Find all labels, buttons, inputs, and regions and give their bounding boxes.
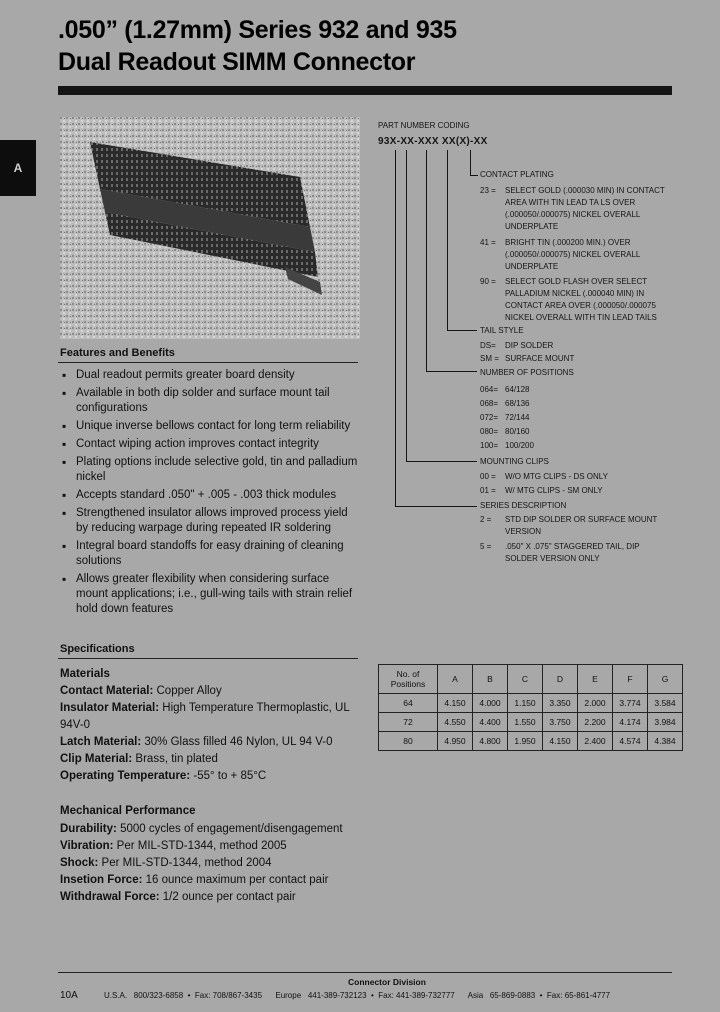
spec-value: -55° to + 85°C: [193, 770, 267, 782]
option-desc: 100/200: [505, 441, 534, 450]
table-cell: 72: [379, 713, 438, 732]
table-cell: 4.174: [613, 713, 648, 732]
option-desc: .050" X .075" STAGGERED TAIL, DIP SOLDER VERSION ONLY: [505, 542, 640, 563]
table-cell: 2.400: [578, 732, 613, 751]
specifications-heading: Specifications: [60, 643, 135, 655]
tail-style-heading: TAIL STYLE: [480, 326, 524, 335]
option-code: 90 =: [480, 277, 496, 286]
leader-line: [406, 461, 477, 462]
option-code: 23 =: [480, 186, 496, 195]
table-cell: 1.550: [508, 713, 543, 732]
table-cell: 3.350: [543, 694, 578, 713]
features-rule: [58, 362, 358, 363]
list-item: ▪ Plating options include selective gold, tin and palladium nickel: [60, 455, 360, 485]
spec-label: Insetion Force:: [60, 874, 143, 886]
option-code: 00 =: [480, 472, 496, 481]
spec-row: [60, 700, 370, 734]
option-code: 100=: [480, 441, 499, 450]
spec-row: [60, 683, 370, 700]
list-item: ▪ Unique inverse bellows contact for long term reliability: [60, 419, 360, 434]
product-photo: [60, 117, 360, 339]
table-row: [379, 694, 683, 713]
table-cell: 64: [379, 694, 438, 713]
spec-value: Copper Alloy: [156, 685, 222, 697]
list-item: ▪ Accepts standard .050" + .005 - .003 thick modules: [60, 488, 360, 503]
spec-value: Brass, tin plated: [135, 753, 218, 765]
table-cell: 4.000: [473, 694, 508, 713]
spec-label: Clip Material:: [60, 753, 133, 765]
dimensions-table: [378, 664, 683, 751]
option-code: 01 =: [480, 486, 496, 495]
table-cell: 4.950: [438, 732, 473, 751]
materials-list: [60, 683, 370, 785]
option-code: 2 =: [480, 515, 492, 524]
leader-line: [426, 371, 477, 372]
series-heading: SERIES DESCRIPTION: [480, 501, 567, 510]
option-code: DS=: [480, 341, 496, 350]
option-desc: SURFACE MOUNT: [505, 354, 575, 363]
table-row: [379, 713, 683, 732]
spec-row: [60, 872, 370, 889]
option-desc: DIP SOLDER: [505, 341, 554, 350]
option-code: 064=: [480, 385, 499, 394]
footer-contacts: U.S.A. 800/323-6858 • Fax: 708/867-3435 Europe 441-389-732123 • Fax: 441-389-732777 Asia 65-869-0883 • Fax: 65-861-4777: [104, 991, 611, 1000]
table-cell: 2.000: [578, 694, 613, 713]
table-cell: 4.384: [648, 732, 683, 751]
leader-line: [395, 506, 477, 507]
spec-value: High Temperature Thermoplastic, UL 94V-0: [60, 702, 350, 731]
option-code: 068=: [480, 399, 499, 408]
table-header-row: [379, 665, 683, 694]
option-code: 41 =: [480, 238, 496, 247]
spec-value: 30% Glass filled 46 Nylon, UL 94 V-0: [144, 736, 333, 748]
features-list: [60, 368, 360, 620]
section-tab: A: [0, 140, 36, 196]
spec-value: 1/2 ounce per contact pair: [162, 891, 296, 903]
spec-row: [60, 838, 370, 855]
option-code: SM =: [480, 354, 499, 363]
table-cell: 3.584: [648, 694, 683, 713]
mechanical-heading: Mechanical Performance: [60, 805, 196, 817]
spec-label: Shock:: [60, 857, 99, 869]
option-desc: W/O MTG CLIPS - DS ONLY: [505, 472, 608, 481]
connector-image: [60, 117, 360, 339]
footer-rule: [58, 972, 672, 973]
table-cell: 4.150: [543, 732, 578, 751]
table-header: C: [508, 665, 543, 694]
leader-line: [426, 150, 427, 372]
list-item: ▪ Dual readout permits greater board density: [60, 368, 360, 383]
table-cell: 4.150: [438, 694, 473, 713]
spec-row: [60, 751, 370, 768]
option-code: 080=: [480, 427, 499, 436]
table-header: A: [438, 665, 473, 694]
positions-heading: NUMBER OF POSITIONS: [480, 368, 574, 377]
contact-plating-heading: CONTACT PLATING: [480, 170, 554, 179]
materials-heading: Materials: [60, 668, 110, 680]
list-item: ▪ Available in both dip solder and surface mount tail configurations: [60, 386, 360, 416]
spec-value: 16 ounce maximum per contact pair: [145, 874, 329, 886]
table-cell: 4.400: [473, 713, 508, 732]
spec-label: Contact Material:: [60, 685, 154, 697]
table-cell: 2.200: [578, 713, 613, 732]
page-subtitle: Dual Readout SIMM Connector: [58, 48, 416, 76]
page-number: 10A: [60, 990, 78, 1001]
footer-division: Connector Division: [348, 977, 426, 987]
table-cell: 4.574: [613, 732, 648, 751]
table-cell: 1.150: [508, 694, 543, 713]
leader-line: [470, 150, 471, 176]
spec-value: Per MIL-STD-1344, method 2005: [116, 840, 287, 852]
spec-label: Latch Material:: [60, 736, 142, 748]
leader-line: [406, 150, 407, 462]
page-title: .050” (1.27mm) Series 932 and 935: [58, 16, 457, 44]
clips-heading: MOUNTING CLIPS: [480, 457, 549, 466]
spec-row: [60, 889, 370, 906]
spec-row: [60, 855, 370, 872]
table-cell: 3.750: [543, 713, 578, 732]
mechanical-list: [60, 821, 370, 906]
leader-line: [470, 175, 478, 176]
option-code: 5 =: [480, 542, 492, 551]
table-header: No. of Positions: [379, 665, 438, 694]
spec-value: Per MIL-STD-1344, method 2004: [101, 857, 272, 869]
list-item: ▪ Integral board standoffs for easy draining of cleaning solutions: [60, 539, 360, 569]
leader-line: [395, 150, 396, 507]
table-header: B: [473, 665, 508, 694]
title-rule: [58, 86, 672, 95]
specifications-rule: [58, 658, 358, 659]
option-desc: STD DIP SOLDER OR SURFACE MOUNT VERSION: [505, 515, 658, 536]
spec-label: Insulator Material:: [60, 702, 160, 714]
table-header: G: [648, 665, 683, 694]
spec-label: Vibration:: [60, 840, 114, 852]
list-item: ▪ Strengthened insulator allows improved process yield by reducing warpage during repeated IR soldering: [60, 506, 360, 536]
spec-row: [60, 768, 370, 785]
option-desc: SELECT GOLD (.000030 MIN) IN CONTACT AREA WITH TIN LEAD TA LS OVER (.000050/.000075) NICKEL OVERALL UNDERPLATE: [505, 186, 665, 231]
table-cell: 80: [379, 732, 438, 751]
spec-label: Durability:: [60, 823, 117, 835]
spec-label: Operating Temperature:: [60, 770, 191, 782]
option-desc: 64/128: [505, 385, 530, 394]
leader-line: [447, 330, 477, 331]
option-desc: SELECT GOLD FLASH OVER SELECT PALLADIUM NICKEL (.000040 MIN) IN CONTACT AREA OVER (.000050/.000075 NICKEL OVERALL WITH TIN LEAD TAILS: [505, 277, 657, 322]
table-header: E: [578, 665, 613, 694]
option-desc: 80/160: [505, 427, 530, 436]
table-cell: 3.774: [613, 694, 648, 713]
table-cell: 4.550: [438, 713, 473, 732]
spec-value: 5000 cycles of engagement/disengagement: [120, 823, 343, 835]
leader-line: [447, 150, 448, 331]
table-cell: 1.950: [508, 732, 543, 751]
option-desc: 68/136: [505, 399, 530, 408]
table-cell: 3.984: [648, 713, 683, 732]
table-header: F: [613, 665, 648, 694]
table-row: [379, 732, 683, 751]
table-header: D: [543, 665, 578, 694]
option-desc: BRIGHT TIN (.000200 MIN.) OVER (.000050/.000075) NICKEL OVERALL UNDERPLATE: [505, 238, 641, 271]
option-code: 072=: [480, 413, 499, 422]
part-number-code: 93X-XX-XXX XX(X)-XX: [378, 136, 488, 147]
option-desc: W/ MTG CLIPS - SM ONLY: [505, 486, 603, 495]
list-item: ▪ Contact wiping action improves contact integrity: [60, 437, 360, 452]
part-number-heading: PART NUMBER CODING: [378, 121, 470, 130]
list-item: ▪ Allows greater flexibility when considering surface mount applications; i.e., gull-wing tails with strain relief hold down features: [60, 572, 360, 617]
option-desc: 72/144: [505, 413, 530, 422]
table-cell: 4.800: [473, 732, 508, 751]
spec-label: Withdrawal Force:: [60, 891, 160, 903]
spec-row: [60, 734, 370, 751]
features-heading: Features and Benefits: [60, 347, 175, 359]
spec-row: [60, 821, 370, 838]
